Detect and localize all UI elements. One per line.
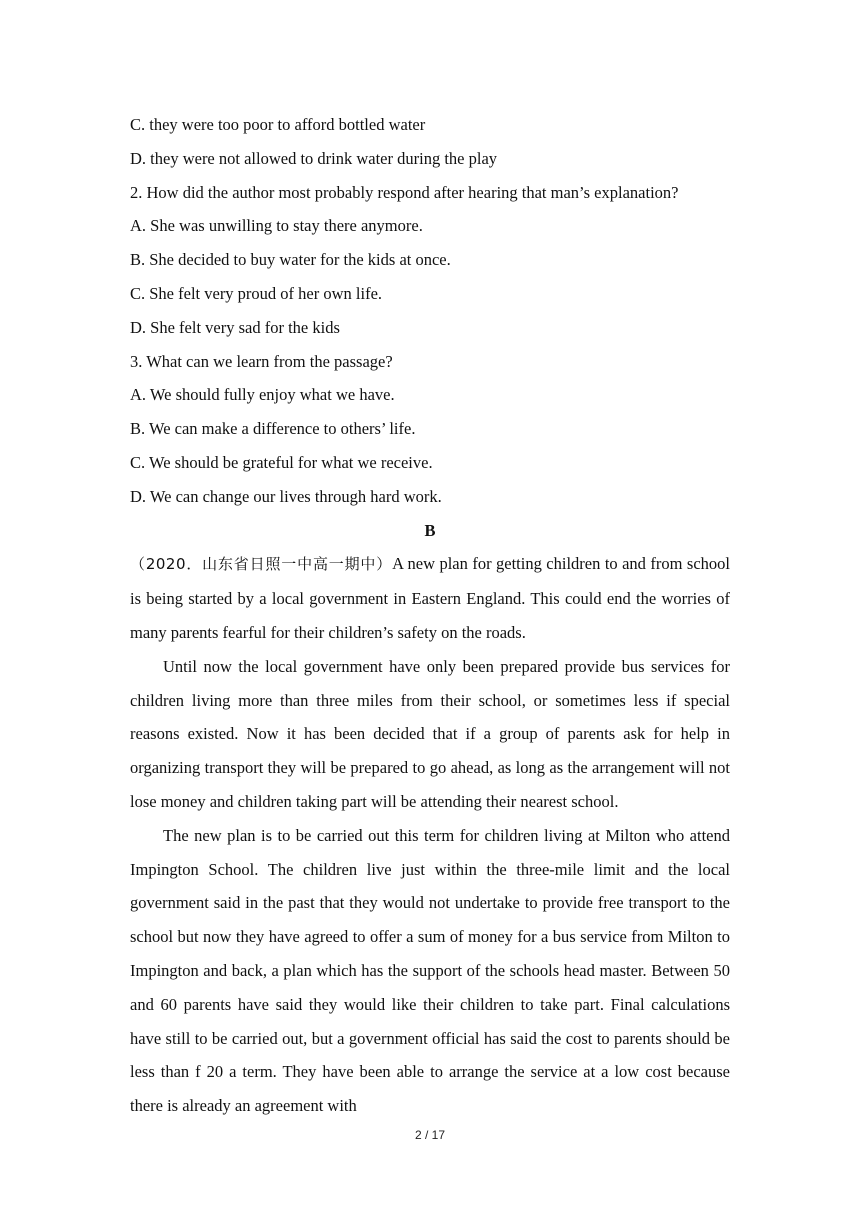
q2-option-d: D. She felt very sad for the kids xyxy=(130,317,340,337)
q3-option-b: B. We can make a difference to others’ life. xyxy=(130,419,416,439)
source-note: （2020．山东省日照一中高一期中） xyxy=(130,555,393,574)
q3-option-d: D. We can change our lives through hard work. xyxy=(130,486,442,506)
q1-option-d: D. they were not allowed to drink water during the play xyxy=(130,148,498,168)
q1-option-c: C. they were too poor to afford bottled water xyxy=(130,115,426,134)
q2-option-b: B. She decided to buy water for the kids at once. xyxy=(130,250,451,270)
section-b-title: B xyxy=(424,520,436,540)
q3-question: 3. What can we learn from the passage? xyxy=(130,351,393,371)
section-b-paragraph-3: The new plan is to be carried out this term for children living at Milton who attend Impington School. The children live just within the three-mile limit and the local government said in the past that they would not undertake to provide free transport to the school but now they have agreed to offer a sum of money for a bus service from Milton to Impington and back, a plan which has the support of the schools head master. Between 50 and 60 parents have said they would like their children to take part. Final calculations have still to be carried out, but a government official has said the cost to parents should be less than f 20 a term. They have been able to arrange the service at a low cost because there is already an agreement with xyxy=(130,825,730,1116)
page-content xyxy=(130,108,730,1123)
q2-option-a: A. She was unwilling to stay there anymore. xyxy=(130,216,423,236)
section-b-paragraph-2: Until now the local government have only been prepared provide bus services for children living more than three miles from their school, or sometimes less if special reasons existed. Now it has been decided that if a group of parents ask for help in organizing transport they will be prepared to go ahead, as long as the arrangement will not lose money and children taking part will be attending their nearest school. xyxy=(130,656,730,811)
q3-option-c: C. We should be grateful for what we receive. xyxy=(130,452,433,472)
q3-option-a: A. We should fully enjoy what we have. xyxy=(130,385,395,405)
section-b-paragraph-1 xyxy=(130,547,730,649)
page-number: 2 / 17 xyxy=(414,1128,446,1142)
q2-question: 2. How did the author most probably respond after hearing that man’s explanation? xyxy=(130,182,679,202)
q2-option-c: C. She felt very proud of her own life. xyxy=(130,283,383,303)
paragraph-1-text: A new plan for getting children to and from school is being started by a local government in Eastern England. This could end the worries of many parents fearful for their children’s safety on the roads. xyxy=(130,554,730,642)
